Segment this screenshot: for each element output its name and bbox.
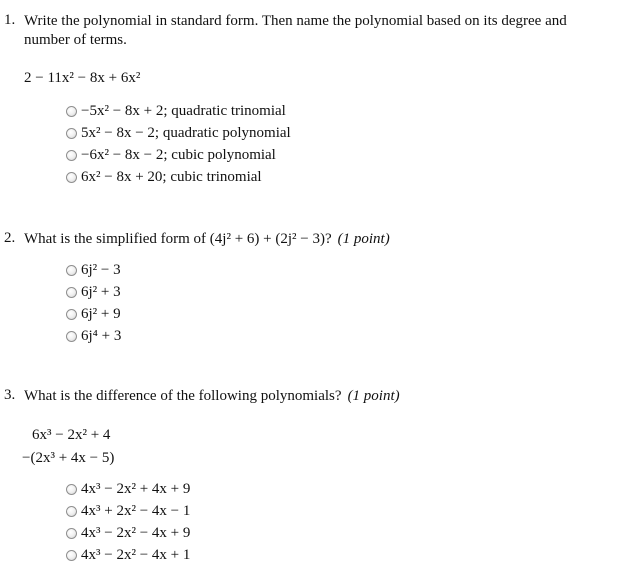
question-text — [24, 230, 614, 249]
answer-label: 4x³ + 2x² − 4x − 1 — [81, 503, 191, 519]
radio-button[interactable] — [66, 528, 77, 539]
radio-button[interactable] — [66, 150, 77, 161]
answer-label: −5x² − 8x + 2; quadratic trinomial — [81, 103, 286, 119]
question-text: Write the polynomial in standard form. Then name the polynomial based on its degree and number of terms. — [24, 13, 567, 48]
question-text — [24, 387, 614, 406]
radio-button[interactable] — [66, 172, 77, 183]
answer-option-c[interactable] — [66, 525, 190, 542]
radio-button[interactable] — [66, 331, 77, 342]
answer-option-b[interactable] — [66, 284, 121, 301]
question-expression: 2 − 11x² − 8x + 6x² — [24, 70, 141, 86]
answer-label: 6j² + 3 — [81, 284, 121, 300]
radio-button[interactable] — [66, 550, 77, 561]
answer-label: 4x³ − 2x² + 4x + 9 — [81, 481, 191, 497]
answer-option-b[interactable] — [66, 125, 291, 142]
answer-label: 4x³ − 2x² − 4x + 9 — [81, 525, 191, 541]
question-number: 1. — [4, 12, 16, 28]
question-expression: −(2x³ + 4x − 5) — [22, 450, 115, 466]
question-expression: 6x³ − 2x² + 4 — [32, 427, 111, 443]
point-value: (1 point) — [347, 388, 400, 404]
question-text-body: What is the simplified form of (4j² + 6) + (2j² − 3)? — [24, 231, 332, 247]
answer-option-a[interactable] — [66, 481, 190, 498]
question-text-body: What is the difference of the following polynomials? — [24, 388, 342, 404]
radio-button[interactable] — [66, 287, 77, 298]
radio-button[interactable] — [66, 106, 77, 117]
answer-label: 4x³ − 2x² − 4x + 1 — [81, 547, 191, 563]
answer-label: 6x² − 8x + 20; cubic trinomial — [81, 169, 262, 185]
radio-button[interactable] — [66, 506, 77, 517]
answer-option-c[interactable] — [66, 147, 276, 164]
answer-option-d[interactable] — [66, 328, 121, 345]
question-number: 3. — [4, 387, 16, 403]
answer-label: 6j² + 9 — [81, 306, 121, 322]
answer-option-c[interactable] — [66, 306, 121, 323]
answer-label: −6x² − 8x − 2; cubic polynomial — [81, 147, 276, 163]
answer-option-a[interactable] — [66, 103, 286, 120]
radio-button[interactable] — [66, 128, 77, 139]
answer-label: 6j⁴ + 3 — [81, 328, 122, 344]
question-number: 2. — [4, 230, 16, 246]
answer-option-b[interactable] — [66, 503, 190, 520]
answer-option-d[interactable] — [66, 169, 262, 186]
answer-option-a[interactable] — [66, 262, 121, 279]
radio-button[interactable] — [66, 309, 77, 320]
radio-button[interactable] — [66, 484, 77, 495]
answer-label: 6j² − 3 — [81, 262, 121, 278]
answer-option-d[interactable] — [66, 547, 190, 564]
radio-button[interactable] — [66, 265, 77, 276]
point-value: (1 point) — [337, 231, 390, 247]
answer-label: 5x² − 8x − 2; quadratic polynomial — [81, 125, 291, 141]
